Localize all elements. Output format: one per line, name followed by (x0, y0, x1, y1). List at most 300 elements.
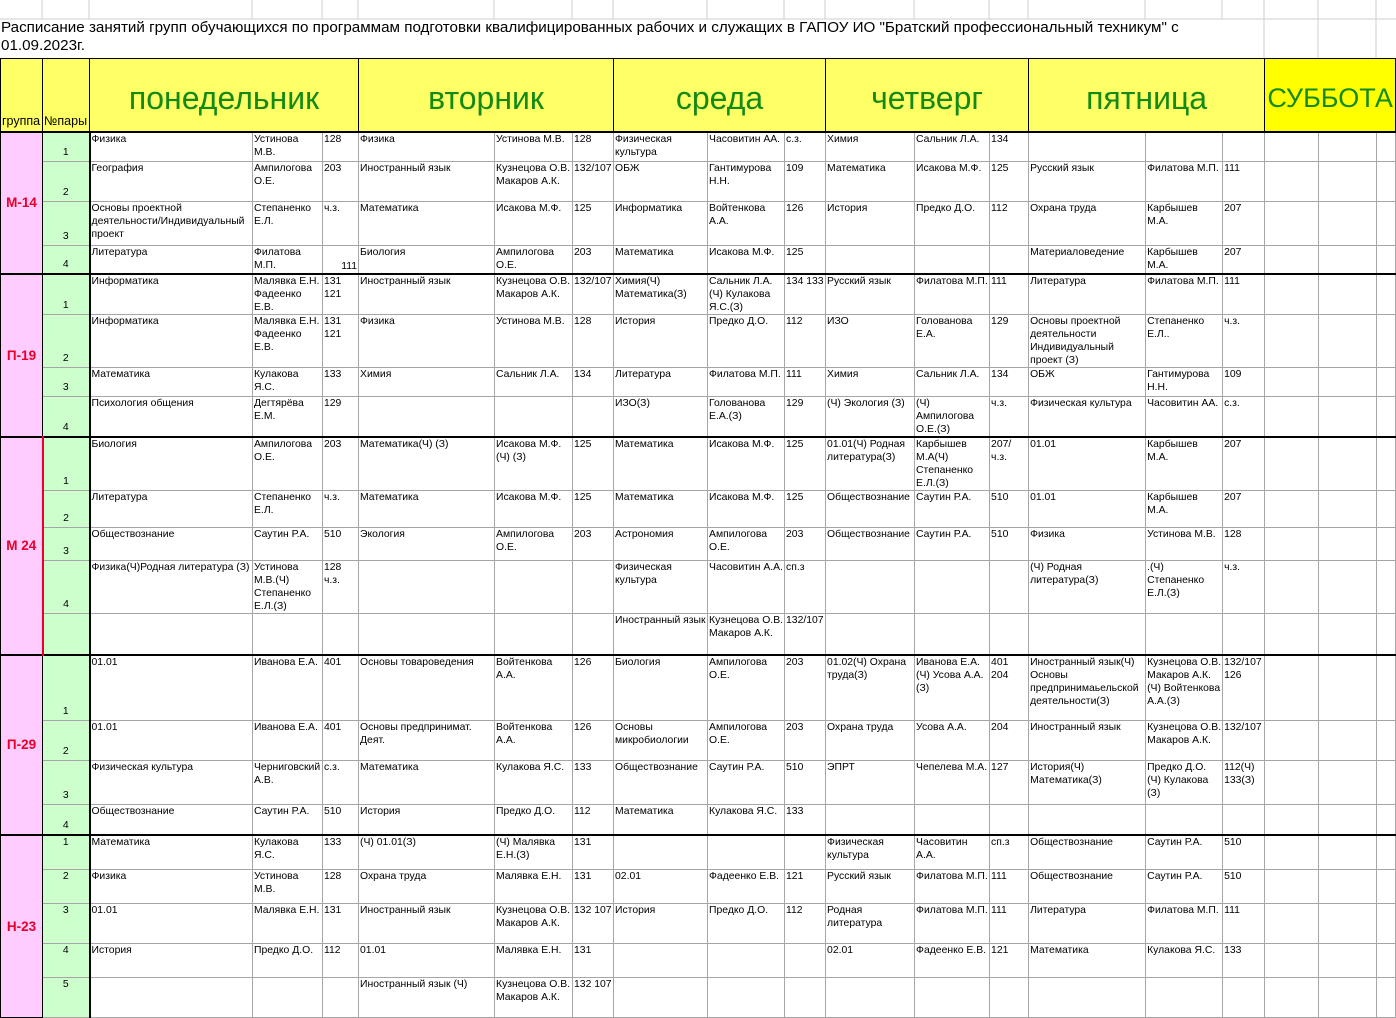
teacher-cell: Устинова М.В. (495, 132, 573, 162)
room-cell: 203 (573, 528, 614, 561)
saturday-cell (1265, 367, 1319, 396)
pair-number (43, 614, 90, 655)
subject-cell: Иностранный язык (1029, 721, 1146, 761)
teacher-cell (253, 614, 323, 655)
subject-cell: Охрана труда (1029, 202, 1146, 246)
pair-number: 1 (43, 835, 90, 870)
teacher-cell: Сальник Л.А. (915, 132, 990, 162)
subject-cell: Иностранный язык (614, 614, 708, 655)
room-cell: 510 (785, 761, 826, 805)
subject-cell: Иностранный язык (359, 274, 495, 315)
room-cell (785, 944, 826, 978)
subject-cell: Литература (90, 246, 253, 274)
teacher-cell: Карбышев М.А. (1146, 202, 1223, 246)
saturday-cell (1319, 396, 1377, 437)
teacher-cell: Карбышев М.А(Ч) Степаненко Е.Л.(З) (915, 437, 990, 491)
subject-cell: Русский язык (1029, 162, 1146, 202)
subject-cell: История (359, 805, 495, 835)
subject-cell: Биология (614, 655, 708, 721)
group-name: П-19 (1, 274, 43, 438)
schedule-table (0, 58, 1396, 1018)
room-cell: 125 (785, 246, 826, 274)
teacher-cell: .(Ч) Степаненко Е.Л.(З) (1146, 561, 1223, 614)
lesson-row (1, 246, 1396, 274)
subject-cell (826, 978, 915, 1018)
teacher-cell: Часовитин А.А. (708, 561, 785, 614)
teacher-cell: Исакова М.Ф. (708, 437, 785, 491)
saturday-cell (1265, 904, 1319, 944)
teacher-cell: Исакова М.Ф. (495, 491, 573, 528)
room-cell (1223, 805, 1265, 835)
room-cell: 112 (323, 944, 359, 978)
room-cell: 133 (323, 835, 359, 870)
room-cell: 131 121 (323, 314, 359, 367)
teacher-cell: Чепелева М.А. (915, 761, 990, 805)
teacher-cell (495, 561, 573, 614)
subject-cell (614, 978, 708, 1018)
subject-cell (359, 561, 495, 614)
subject-cell (359, 614, 495, 655)
subject-cell: 01.01 (90, 655, 253, 721)
room-cell: 112(Ч) 133(З) (1223, 761, 1265, 805)
teacher-cell: Кулакова Я.С. (253, 835, 323, 870)
subject-cell: 01.01 (1029, 437, 1146, 491)
teacher-cell: Сальник Л.А. (495, 367, 573, 396)
room-cell: 203 (323, 437, 359, 491)
teacher-cell: Кулакова Я.С. (708, 805, 785, 835)
saturday-cell (1377, 805, 1396, 835)
lesson-row (1, 162, 1396, 202)
saturday-cell (1377, 944, 1396, 978)
room-cell: 112 (785, 904, 826, 944)
teacher-cell: Усова А.А. (915, 721, 990, 761)
teacher-cell: Устинова М.В. (253, 870, 323, 904)
teacher-cell: Предко Д.О. (Ч) Кулакова (З) (1146, 761, 1223, 805)
teacher-cell: Степаненко Е.Л.. (1146, 314, 1223, 367)
saturday-cell (1377, 761, 1396, 805)
room-cell: 131 (573, 944, 614, 978)
subject-cell: История (826, 202, 915, 246)
lesson-row (1, 314, 1396, 367)
room-cell: 125 (785, 437, 826, 491)
teacher-cell: Саутин Р.А. (1146, 835, 1223, 870)
teacher-cell: Саутин Р.А. (253, 805, 323, 835)
lesson-row (1, 870, 1396, 904)
subject-cell: Обществознание (614, 761, 708, 805)
subject-cell: Русский язык (826, 274, 915, 315)
teacher-cell: Саутин Р.А. (915, 528, 990, 561)
subject-cell: ОБЖ (614, 162, 708, 202)
subject-cell: История(Ч) Математика(З) (1029, 761, 1146, 805)
subject-cell: Физика (90, 132, 253, 162)
teacher-cell: Голованова Е.А.(З) (708, 396, 785, 437)
teacher-cell: Иванова Е.А. (Ч) Усова А.А.(З) (915, 655, 990, 721)
saturday-cell (1377, 561, 1396, 614)
pair-column-header: №пары (43, 59, 90, 132)
saturday-cell (1265, 655, 1319, 721)
teacher-cell: (Ч) Малявка Е.Н.(З) (495, 835, 573, 870)
subject-cell: Информатика (614, 202, 708, 246)
day-header: вторник (359, 59, 614, 132)
lesson-row (1, 904, 1396, 944)
subject-cell: Основы проектной деятельности Индивидуальный проект (З) (1029, 314, 1146, 367)
saturday-cell (1377, 367, 1396, 396)
subject-cell: Математика (614, 437, 708, 491)
pair-number: 5 (43, 978, 90, 1018)
teacher-cell: Часовитин АА. (1146, 396, 1223, 437)
room-cell: 134 (990, 367, 1029, 396)
saturday-cell (1319, 132, 1377, 162)
subject-cell: Психология общения (90, 396, 253, 437)
room-cell: 109 (1223, 367, 1265, 396)
room-cell: 134 (990, 132, 1029, 162)
room-cell: 109 (785, 162, 826, 202)
room-cell: 129 (785, 396, 826, 437)
teacher-cell: Кузнецова О.В. Макаров А.К. (708, 614, 785, 655)
subject-cell: Биология (90, 437, 253, 491)
subject-cell: Физика (359, 314, 495, 367)
room-cell (1223, 614, 1265, 655)
room-cell (990, 978, 1029, 1018)
teacher-cell: Кузнецова О.В. Макаров А.К. (495, 274, 573, 315)
teacher-cell: Филатова М.П. (1146, 904, 1223, 944)
room-cell: 128 (573, 314, 614, 367)
teacher-cell: Предко Д.О. (708, 904, 785, 944)
subject-cell: Математика (614, 491, 708, 528)
subject-cell: ЭПРТ (826, 761, 915, 805)
subject-cell: 01.01 (359, 944, 495, 978)
saturday-cell (1377, 870, 1396, 904)
room-cell: ч.з. (323, 202, 359, 246)
teacher-cell (915, 614, 990, 655)
subject-cell: География (90, 162, 253, 202)
teacher-cell: Сальник Л.А. (915, 367, 990, 396)
subject-cell: Математика (90, 367, 253, 396)
room-cell (990, 246, 1029, 274)
teacher-cell: Филатова М.П. (915, 870, 990, 904)
saturday-cell (1319, 561, 1377, 614)
day-header: четверг (826, 59, 1029, 132)
saturday-cell (1265, 202, 1319, 246)
lesson-row (1, 655, 1396, 721)
saturday-cell (1319, 437, 1377, 491)
saturday-cell (1319, 978, 1377, 1018)
room-cell: 131 121 (323, 274, 359, 315)
subject-cell: (Ч) 01.01(З) (359, 835, 495, 870)
pair-number: 3 (43, 761, 90, 805)
teacher-cell: Степаненко Е.Л. (253, 202, 323, 246)
room-cell: 129 (323, 396, 359, 437)
lesson-row (1, 805, 1396, 835)
teacher-cell: Предко Д.О. (253, 944, 323, 978)
room-cell: 203 (323, 162, 359, 202)
teacher-cell: Часовитин АА. (708, 132, 785, 162)
lesson-row (1, 528, 1396, 561)
subject-cell: Экология (359, 528, 495, 561)
saturday-cell (1265, 614, 1319, 655)
teacher-cell: Исакова М.Ф. (915, 162, 990, 202)
saturday-cell (1265, 561, 1319, 614)
teacher-cell: Дегтярёва Е.М. (253, 396, 323, 437)
teacher-cell: Кузнецова О.В. Макаров А.К. (495, 978, 573, 1018)
lesson-row (1, 944, 1396, 978)
room-cell: 111 (990, 870, 1029, 904)
room-cell: 126 (785, 202, 826, 246)
pair-number: 2 (43, 870, 90, 904)
lesson-row (1, 561, 1396, 614)
pair-number: 2 (43, 721, 90, 761)
saturday-cell (1265, 528, 1319, 561)
pair-number: 4 (43, 561, 90, 614)
subject-cell: Физическая культура (90, 761, 253, 805)
saturday-cell (1319, 805, 1377, 835)
subject-cell: Математика (359, 202, 495, 246)
room-cell: 207 (1223, 246, 1265, 274)
teacher-cell (708, 835, 785, 870)
room-cell: 132/107 (573, 162, 614, 202)
room-cell: 133 (323, 367, 359, 396)
room-cell: 128 (323, 132, 359, 162)
subject-cell: 01.01 (90, 904, 253, 944)
room-cell (990, 614, 1029, 655)
room-cell: 401 (323, 721, 359, 761)
teacher-cell: Войтенкова А.А. (495, 655, 573, 721)
lesson-row (1, 367, 1396, 396)
header-row (1, 59, 1396, 132)
day-header: СУББОТА (1265, 59, 1396, 132)
subject-cell: Математика (614, 805, 708, 835)
teacher-cell: Исакова М.Ф. (Ч) (З) (495, 437, 573, 491)
saturday-cell (1265, 978, 1319, 1018)
room-cell: 510 (990, 491, 1029, 528)
room-cell: 133 (573, 761, 614, 805)
room-cell: 132 107 (573, 978, 614, 1018)
room-cell (785, 835, 826, 870)
subject-cell: Математика(Ч) (З) (359, 437, 495, 491)
subject-cell: История (614, 314, 708, 367)
pair-number: 4 (43, 396, 90, 437)
room-cell: 127 (990, 761, 1029, 805)
teacher-cell: Ампилогова О.Е. (253, 437, 323, 491)
lesson-row (1, 132, 1396, 162)
saturday-cell (1377, 491, 1396, 528)
lesson-row (1, 761, 1396, 805)
subject-cell (1029, 978, 1146, 1018)
room-cell: 121 (785, 870, 826, 904)
teacher-cell: Ампилогова О.Е. (708, 721, 785, 761)
subject-cell: Физическая культура (1029, 396, 1146, 437)
saturday-cell (1265, 944, 1319, 978)
subject-cell: Иностранный язык (359, 904, 495, 944)
teacher-cell (495, 614, 573, 655)
teacher-cell: Фадеенко Е.В. (915, 944, 990, 978)
subject-cell (826, 246, 915, 274)
subject-cell: Математика (359, 761, 495, 805)
subject-cell: Охрана труда (359, 870, 495, 904)
room-cell: 207 (1223, 202, 1265, 246)
room-cell: 111 (785, 367, 826, 396)
room-cell: 203 (785, 655, 826, 721)
room-cell: 401 (323, 655, 359, 721)
subject-cell: Литература (1029, 904, 1146, 944)
saturday-cell (1377, 202, 1396, 246)
room-cell: 131 (573, 870, 614, 904)
room-cell: ч.з. (1223, 314, 1265, 367)
teacher-cell: Саутин Р.А. (1146, 870, 1223, 904)
teacher-cell: Войтенкова А.А. (708, 202, 785, 246)
saturday-cell (1265, 491, 1319, 528)
saturday-cell (1377, 246, 1396, 274)
saturday-cell (1377, 162, 1396, 202)
room-cell: 128 (323, 870, 359, 904)
pair-number: 1 (43, 655, 90, 721)
saturday-cell (1377, 314, 1396, 367)
subject-cell: Родная литература (826, 904, 915, 944)
room-cell: 133 (785, 805, 826, 835)
room-cell: 131 (323, 904, 359, 944)
room-cell: 510 (990, 528, 1029, 561)
teacher-cell: Карбышев М.А. (1146, 491, 1223, 528)
subject-cell: 01.01 (90, 721, 253, 761)
teacher-cell: Кузнецова О.В. Макаров А.К. (495, 162, 573, 202)
room-cell: 207/ч.з. (990, 437, 1029, 491)
saturday-cell (1265, 437, 1319, 491)
saturday-cell (1265, 761, 1319, 805)
subject-cell: 01.02(Ч) Охрана труда(З) (826, 655, 915, 721)
saturday-cell (1377, 437, 1396, 491)
room-cell: 125 (573, 437, 614, 491)
room-cell: 510 (323, 528, 359, 561)
subject-cell: Математика (359, 491, 495, 528)
teacher-cell (495, 396, 573, 437)
teacher-cell (1146, 132, 1223, 162)
subject-cell: (Ч) Родная литература(З) (1029, 561, 1146, 614)
teacher-cell: Филатова М.П. (1146, 274, 1223, 315)
subject-cell: Информатика (90, 274, 253, 315)
teacher-cell: Часовитин А.А. (915, 835, 990, 870)
room-cell: 126 (573, 721, 614, 761)
room-cell: 207 (1223, 491, 1265, 528)
subject-cell: 02.01 (826, 944, 915, 978)
teacher-cell: Устинова М.В.(Ч) Степаненко Е.Л.(З) (253, 561, 323, 614)
room-cell: 112 (785, 314, 826, 367)
teacher-cell: Устинова М.В. (1146, 528, 1223, 561)
subject-cell: ИЗО (826, 314, 915, 367)
saturday-cell (1377, 655, 1396, 721)
saturday-cell (1319, 721, 1377, 761)
room-cell: 111 (1223, 274, 1265, 315)
subject-cell (90, 614, 253, 655)
teacher-cell (253, 978, 323, 1018)
teacher-cell: Кулакова Я.С. (495, 761, 573, 805)
subject-cell: Обществознание (826, 528, 915, 561)
subject-cell: Математика (614, 246, 708, 274)
subject-cell: Обществознание (90, 805, 253, 835)
room-cell: 401 204 (990, 655, 1029, 721)
group-name: П-29 (1, 655, 43, 835)
saturday-cell (1377, 904, 1396, 944)
room-cell (990, 805, 1029, 835)
lesson-row (1, 835, 1396, 870)
saturday-cell (1265, 805, 1319, 835)
saturday-cell (1265, 721, 1319, 761)
room-cell (323, 614, 359, 655)
room-cell: 131 (573, 835, 614, 870)
room-cell: 129 (990, 314, 1029, 367)
room-cell: 510 (323, 805, 359, 835)
subject-cell: Иностранный язык(Ч) Основы предпринимаьельской деятельности(З) (1029, 655, 1146, 721)
subject-cell: (Ч) Экология (З) (826, 396, 915, 437)
teacher-cell: Ампилогова О.Е. (495, 246, 573, 274)
subject-cell: Иностранный язык (Ч) (359, 978, 495, 1018)
saturday-cell (1377, 978, 1396, 1018)
subject-cell: Обществознание (826, 491, 915, 528)
teacher-cell (915, 246, 990, 274)
subject-cell: Физическая культура (826, 835, 915, 870)
saturday-cell (1319, 491, 1377, 528)
saturday-cell (1319, 904, 1377, 944)
subject-cell: Основы предпринимат. Деят. (359, 721, 495, 761)
day-header: среда (614, 59, 826, 132)
subject-cell (826, 561, 915, 614)
teacher-cell: Филатова М.П. (915, 274, 990, 315)
subject-cell: Математика (826, 162, 915, 202)
saturday-cell (1319, 761, 1377, 805)
group-name: М-14 (1, 132, 43, 274)
teacher-cell: Фадеенко Е.В. (708, 870, 785, 904)
teacher-cell: Иванова Е.А. (253, 721, 323, 761)
saturday-cell (1265, 246, 1319, 274)
room-cell: 126 (573, 655, 614, 721)
room-cell (573, 614, 614, 655)
pair-number: 2 (43, 162, 90, 202)
room-cell: 125 (785, 491, 826, 528)
subject-cell: Обществознание (1029, 835, 1146, 870)
room-cell: ч.з. (1223, 561, 1265, 614)
teacher-cell: Сальник Л.А. (Ч) Кулакова Я.С.(З) (708, 274, 785, 315)
teacher-cell: Саутин Р.А. (915, 491, 990, 528)
subject-cell: История (90, 944, 253, 978)
room-cell: сп.з (990, 835, 1029, 870)
subject-cell: Информатика (90, 314, 253, 367)
room-cell: 111 (990, 904, 1029, 944)
saturday-cell (1319, 246, 1377, 274)
room-cell: 132/107 (573, 274, 614, 315)
saturday-cell (1319, 162, 1377, 202)
teacher-cell (915, 561, 990, 614)
subject-cell: Иностранный язык (359, 162, 495, 202)
pair-number: 4 (43, 805, 90, 835)
title-area (0, 0, 1264, 58)
teacher-cell: Филатова М.П. (708, 367, 785, 396)
teacher-cell: Предко Д.О. (708, 314, 785, 367)
lesson-row (1, 721, 1396, 761)
saturday-cell (1265, 870, 1319, 904)
room-cell: с.з. (323, 761, 359, 805)
subject-cell (90, 978, 253, 1018)
lesson-row (1, 491, 1396, 528)
teacher-cell: Малявка Е.Н. (253, 904, 323, 944)
room-cell: 112 (573, 805, 614, 835)
teacher-cell: Малявка Е.Н. Фадеенко Е.В. (253, 274, 323, 315)
teacher-cell: Саутин Р.А. (708, 761, 785, 805)
teacher-cell: Черниговский А.В. (253, 761, 323, 805)
saturday-cell (1319, 614, 1377, 655)
teacher-cell: Голованова Е.А. (915, 314, 990, 367)
teacher-cell: Степаненко Е.Л. (253, 491, 323, 528)
room-cell: 132/107 126 (1223, 655, 1265, 721)
teacher-cell (1146, 805, 1223, 835)
